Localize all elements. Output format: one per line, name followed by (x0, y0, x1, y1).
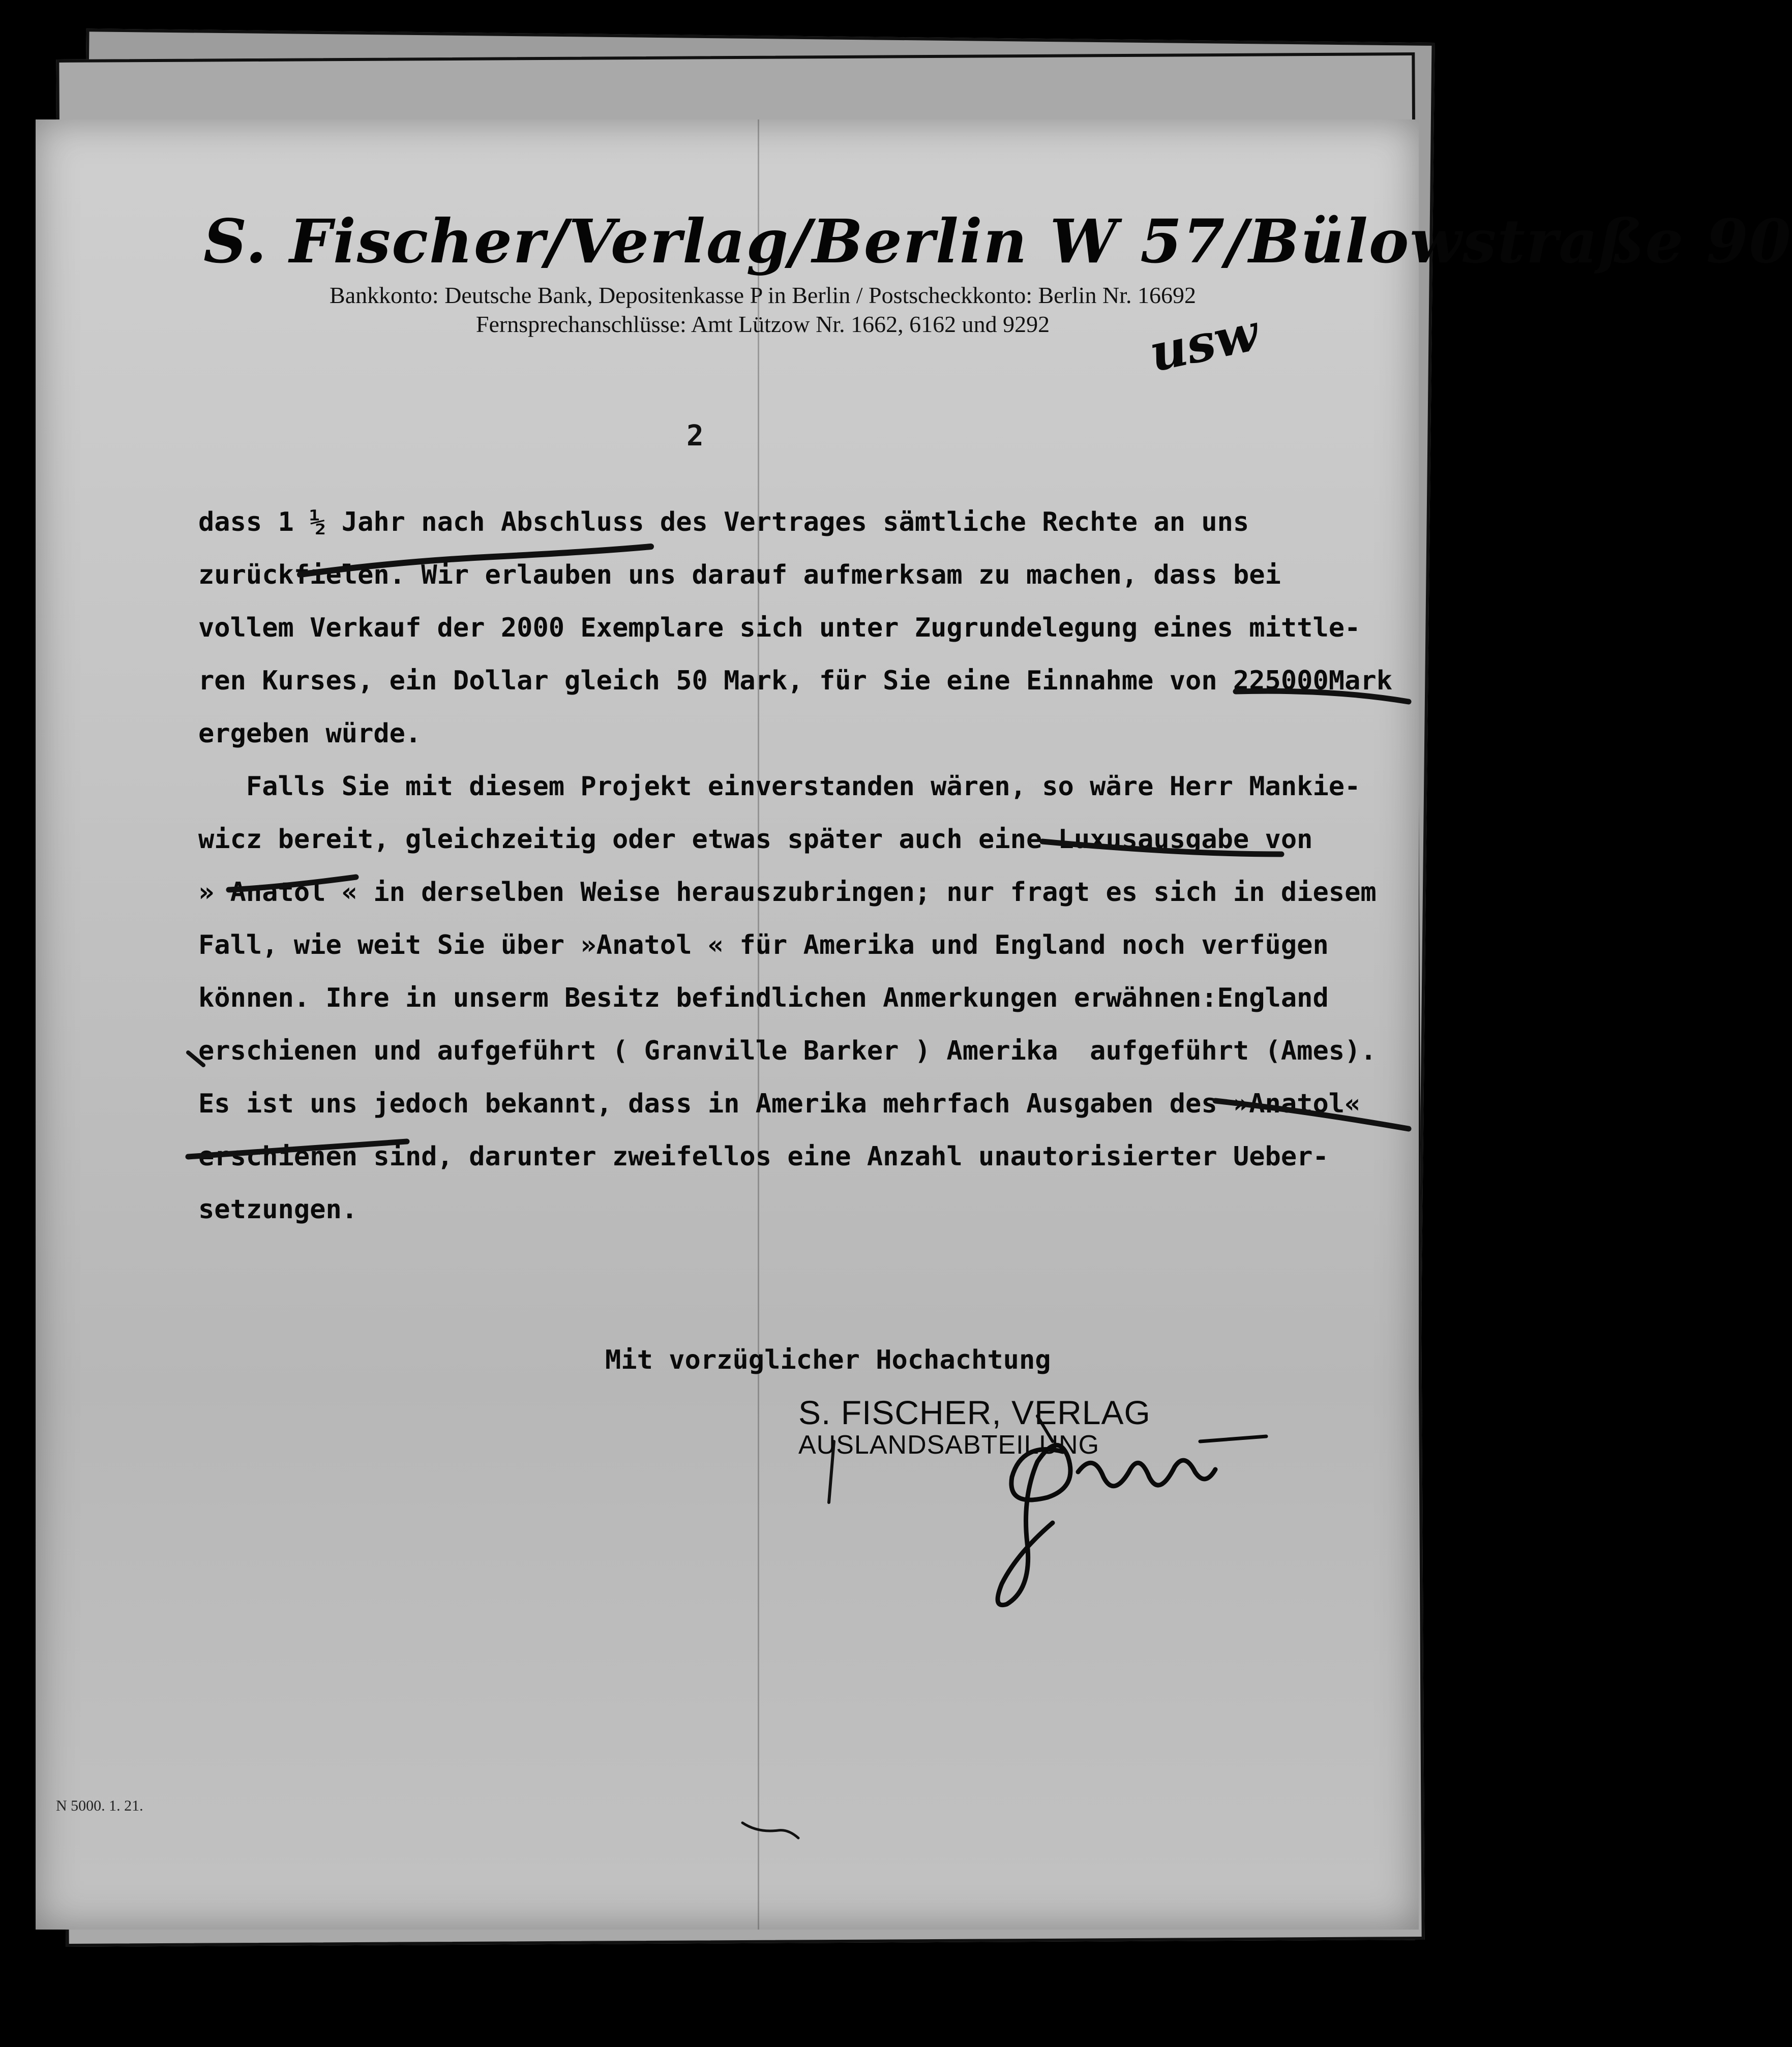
body-line: zurückfielen. Wir erlauben uns darauf aufmerksam zu machen, dass bei (198, 560, 1281, 590)
handwritten-note: usw (1144, 302, 1264, 384)
body-line: dass 1 ½ Jahr nach Abschluss des Vertrages sämtliche Rechte an uns (198, 507, 1249, 537)
letter-sheet (36, 119, 1792, 1930)
closing-salutation: Mit vorzüglicher Hochachtung (605, 1345, 1051, 1375)
letterhead-title: S. Fischer/Verlag/Berlin W 57/Bülowstraße 90 (203, 206, 1792, 277)
letterhead (203, 206, 1792, 338)
body-line: erschienen und aufgeführt ( Granville Barker ) Amerika aufgeführt (Ames). (198, 1036, 1377, 1066)
body-line: ergeben würde. (198, 718, 422, 749)
stamp-department: AUSLANDSABTEILUNG (798, 1430, 1100, 1460)
body-line: können. Ihre in unserm Besitz befindlichen Anmerkungen erwähnen:England (198, 983, 1329, 1013)
body-line: » Anatol « in derselben Weise herauszubringen; nur fragt es sich in diesem (198, 877, 1377, 908)
body-line: wicz bereit, gleichzeitig oder etwas später auch eine Luxusausgabe von (198, 824, 1313, 855)
body-line: erschienen sind, darunter zweifellos eine Anzahl unautorisierter Ueber- (198, 1141, 1329, 1172)
page-number: 2 (686, 419, 704, 453)
body-line: Falls Sie mit diesem Projekt einverstanden wären, so wäre Herr Mankie- (198, 771, 1361, 802)
pen-stroke (742, 1823, 798, 1838)
body-line: ren Kurses, ein Dollar gleich 50 Mark, für Sie eine Einnahme von 225000Mark (198, 666, 1392, 696)
body-line: Fall, wie weit Sie über »Anatol « für Amerika und England noch verfügen (198, 930, 1329, 960)
letterhead-phone-line: Fernsprechanschlüsse: Amt Lützow Nr. 1662, 6162 und 9292 (475, 311, 1050, 337)
form-code: N 5000. 1. 21. (56, 1797, 143, 1814)
body-line: Es ist uns jedoch bekannt, dass in Amerika mehrfach Ausgaben des »Anatol« (198, 1089, 1361, 1119)
body-line: vollem Verkauf der 2000 Exemplare sich unter Zugrundelegung eines mittle- (198, 613, 1361, 643)
body-line: setzungen. (198, 1194, 358, 1225)
stamp-company-name: S. FISCHER, VERLAG (798, 1394, 1151, 1431)
letter-body (198, 496, 1429, 1236)
handwritten-signature (992, 1421, 1276, 1614)
letterhead-bank-line: Bankkonto: Deutsche Bank, Depositenkasse P in Berlin / Postscheckkonto: Berlin Nr. 16692 (330, 282, 1196, 308)
